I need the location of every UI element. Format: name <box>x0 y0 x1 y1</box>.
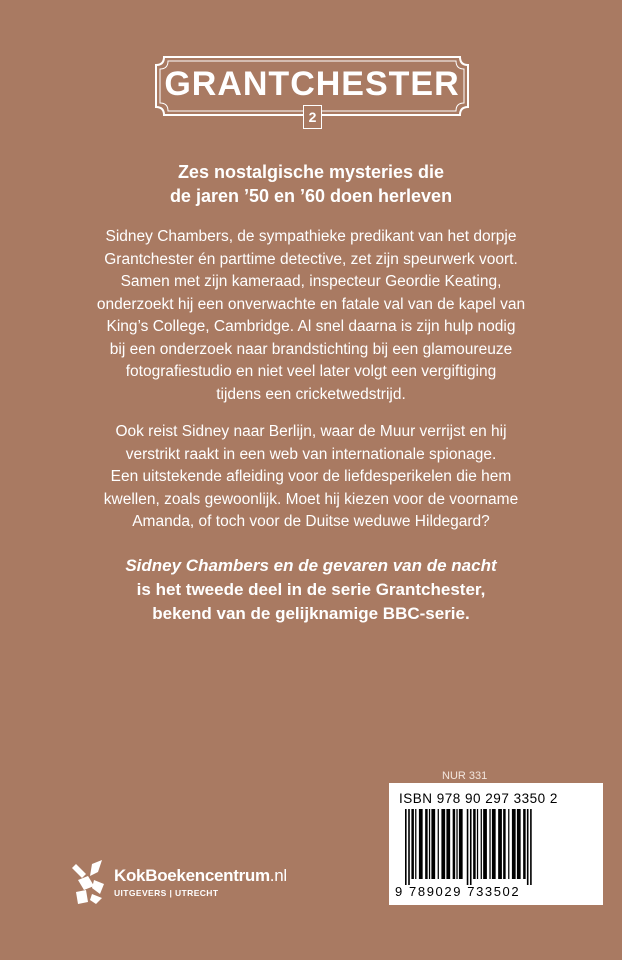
barcode-bar <box>415 809 416 879</box>
blurb-paragraph-1 <box>30 226 592 406</box>
barcode-bar <box>473 809 476 879</box>
barcode-bar <box>429 809 430 879</box>
barcode-bar <box>530 809 532 885</box>
barcode-bar <box>498 809 502 879</box>
text-line: kwellen, zoals gewoonlijk. Moet hij kiezen voor de voorname <box>103 490 519 508</box>
barcode-bar <box>470 809 472 885</box>
subtitle-line: Zes nostalgische mysteries die <box>177 162 445 182</box>
barcode-bar <box>446 809 450 879</box>
publisher-name <box>114 866 287 886</box>
text-line: tijdens een cricketwedstrijd. <box>216 385 406 403</box>
barcode-bar <box>517 809 521 879</box>
publisher-name-main: KokBoekencentrum <box>114 866 270 885</box>
text-line: verstrikt raakt in een web van internationale spionage. <box>125 445 497 463</box>
barcode-bar <box>492 809 496 879</box>
isbn-barcode <box>389 783 603 905</box>
barcode-bar <box>459 809 463 879</box>
text-line: Sidney Chambers, de sympathieke predikant van het dorpje <box>105 228 517 245</box>
publisher-name-suffix: .nl <box>269 866 287 885</box>
subtitle-line: de jaren ’50 en ’60 doen herleven <box>169 186 453 206</box>
text-line: Grantchester én parttime detective, zet zijn speurwerk voort. <box>104 250 518 268</box>
barcode-bar <box>425 809 428 879</box>
publisher-subline: UITGEVERS | UTRECHT <box>114 888 219 898</box>
closing-statement <box>30 554 592 626</box>
barcode-bar <box>489 809 490 879</box>
book-title: Sidney Chambers en de gevaren van de nacht <box>125 556 497 575</box>
barcode-bar <box>467 809 469 885</box>
barcode-bar <box>438 809 439 879</box>
text-line: Amanda, of toch voor de Duitse weduwe Hildegard? <box>132 513 490 530</box>
barcode-bar <box>523 809 526 879</box>
barcode-bar <box>477 809 478 879</box>
barcode-bar <box>419 809 423 879</box>
text-line: Een uitstekende afleiding voor de liefdesperikelen die hem <box>110 468 512 485</box>
text-line: fotografiestudio en niet veel later volgt een vergiftiging <box>125 363 497 380</box>
subtitle <box>40 160 582 208</box>
blurb-paragraph-2 <box>30 421 592 534</box>
nur-code: NUR 331 <box>442 770 488 782</box>
publisher-block <box>72 858 332 908</box>
text-line: Ook reist Sidney naar Berlijn, waar de Muur verrijst en hij <box>115 423 507 440</box>
series-title: GRANTCHESTER <box>164 65 460 103</box>
barcode-bar <box>503 809 506 879</box>
barcode-bar <box>408 809 410 885</box>
isbn-label: ISBN 978 90 297 3350 2 <box>399 791 558 806</box>
barcode-bar <box>431 809 435 879</box>
barcode-bar <box>441 809 445 879</box>
barcode-bar <box>481 809 482 879</box>
barcode-bar <box>508 809 509 879</box>
text-line: King’s College, Cambridge. Al snel daarna is zijn hulp nodig <box>106 318 516 335</box>
barcode-bars <box>401 809 591 885</box>
kok-boekencentrum-logo-icon <box>72 860 106 904</box>
text-line: Samen met zijn kameraad, inspecteur Geordie Keating, <box>120 273 502 290</box>
closing-line: is het tweede deel in de serie Grantchester, <box>136 580 486 599</box>
text-line: onderzoekt hij een onverwachte en fatale val van de kapel van <box>96 295 526 313</box>
barcode-bar <box>483 809 487 879</box>
barcode-bar <box>456 809 457 879</box>
text-line: bij een onderzoek naar brandstichting bij een glamoureuze <box>109 340 513 358</box>
barcode-bar <box>512 809 516 879</box>
barcode-bar <box>411 809 414 879</box>
barcode-bar <box>527 809 529 885</box>
volume-badge: 2 <box>303 105 322 129</box>
closing-line: bekend van de gelijknamige BBC-serie. <box>152 604 470 623</box>
barcode-bar <box>453 809 456 879</box>
barcode-digits: 9 789029 733502 <box>395 884 521 899</box>
barcode-bar <box>405 809 407 885</box>
